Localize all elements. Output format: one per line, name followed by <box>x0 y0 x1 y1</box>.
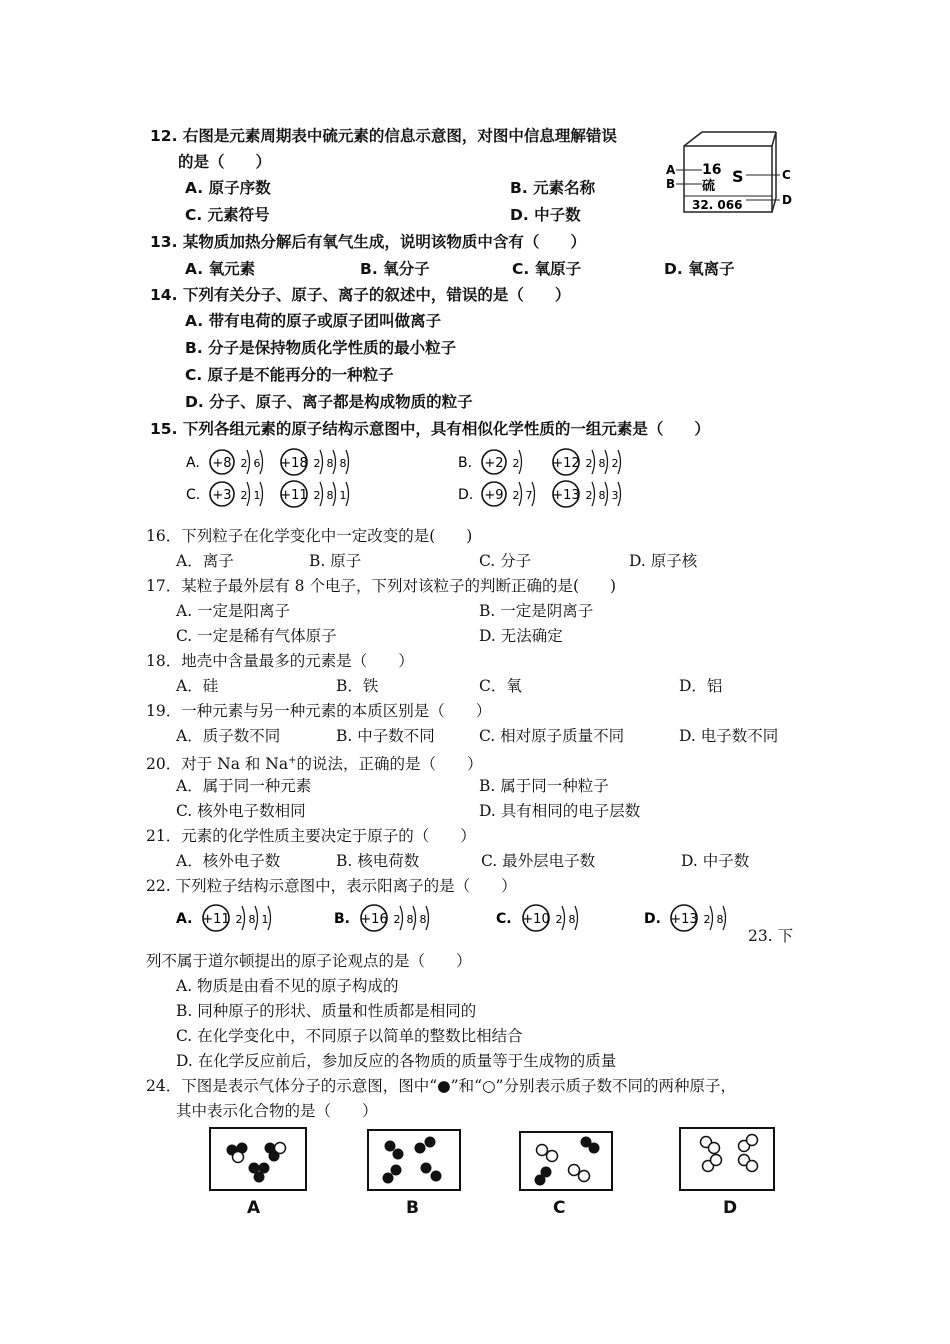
q22-ion <box>202 905 270 931</box>
q15-atom-nucleus-label: +13 <box>552 488 580 503</box>
q20-stem-pre: 20．对于 Na 和 Na <box>146 755 289 774</box>
q22-option-label: B. <box>334 911 350 927</box>
q21-option-a: A．核外电子数 <box>176 852 281 870</box>
q22-ion-shell-count: 8 <box>568 913 576 926</box>
q22-ion-shell-count: 1 <box>261 913 269 926</box>
q15-atom-nucleus-label: +12 <box>552 456 580 471</box>
q13-option-a: A. 氧元素 <box>185 260 256 278</box>
box-label-b: B <box>406 1198 419 1218</box>
q15-atom <box>280 481 348 507</box>
q12-option-d: D. 中子数 <box>510 206 581 224</box>
q17-option-b: B. 一定是阴离子 <box>479 602 594 620</box>
q22-ion <box>670 905 725 931</box>
q15-option-label: D. <box>458 487 474 503</box>
q18-option-c: C．氧 <box>479 677 522 695</box>
q20-option-c: C. 核外电子数相同 <box>176 802 306 820</box>
q15-atom-nucleus-label: +3 <box>212 488 232 503</box>
q16-option-d: D. 原子核 <box>629 552 698 570</box>
box-label-d: D <box>723 1198 738 1218</box>
q22-ion-diagrams <box>170 900 750 940</box>
q20-stem-post: 的说法，正确的是（ ） <box>296 755 483 774</box>
q15-atom-shell-count: 2 <box>611 457 619 470</box>
q16-option-a: A．离子 <box>176 552 234 570</box>
q24-stem-line1: 24．下图是表示气体分子的示意图，图中“●”和“○”分别表示质子数不同的两种原子， <box>146 1077 736 1095</box>
q15-atom-shell-count: 2 <box>240 457 248 470</box>
q22-stem: 22. 下列粒子结构示意图中，表示阳离子的是（ ） <box>146 877 517 895</box>
q20-option-d: D. 具有相同的电子层数 <box>479 802 641 820</box>
q15-stem: 15. 下列各组元素的原子结构示意图中，具有相似化学性质的一组元素是（ ） <box>150 420 710 438</box>
q15-atom <box>210 450 263 474</box>
q15-atom <box>482 482 535 506</box>
q20-option-b: B. 属于同一种粒子 <box>479 777 609 795</box>
q22-ion-nucleus-label: +13 <box>670 912 698 927</box>
q21-option-d: D. 中子数 <box>681 852 750 870</box>
q12-option-c: C. 元素符号 <box>185 206 270 224</box>
box-label-a: A <box>247 1198 261 1218</box>
q15-atom-shell-count: 2 <box>585 457 593 470</box>
q17-option-d: D. 无法确定 <box>479 627 563 645</box>
q18-stem: 18．地壳中含量最多的元素是（ ） <box>146 652 414 670</box>
q15-atom-shell-count: 3 <box>611 489 619 502</box>
q13-option-c: C. 氧原子 <box>512 260 582 278</box>
q19-stem: 19．一种元素与另一种元素的本质区别是（ ） <box>146 702 492 720</box>
q15-atom-shell-count: 2 <box>313 457 321 470</box>
q19-option-a: A．质子数不同 <box>176 727 281 745</box>
cell-label-a: A <box>666 163 676 177</box>
q22-ion-shell-count: 8 <box>248 913 256 926</box>
q12-option-b: B. 元素名称 <box>510 179 596 197</box>
q15-atom-nucleus-label: +8 <box>212 456 232 471</box>
q23-option-a: A. 物质是由看不见的原子构成的 <box>176 977 399 995</box>
q22-ion-shell-count: 8 <box>716 913 724 926</box>
q18-option-d: D．铝 <box>679 677 723 695</box>
q22-ion-nucleus-label: +11 <box>202 912 230 927</box>
q17-option-a: A. 一定是阳离子 <box>176 602 291 620</box>
q15-atom-shell-count: 2 <box>512 489 520 502</box>
q15-atom-shell-count: 7 <box>525 489 533 502</box>
q20-stem-superscript: + <box>288 755 297 766</box>
q20-stem <box>146 751 483 774</box>
q22-option-label: C. <box>496 911 512 927</box>
q15-atom-diagrams <box>180 446 650 518</box>
q15-atom-nucleus-label: +11 <box>280 488 308 503</box>
q15-atom-nucleus-label: +18 <box>280 456 308 471</box>
q18-option-b: B．铁 <box>336 677 379 695</box>
q15-option-label: B. <box>458 455 473 471</box>
box-c <box>520 1132 612 1190</box>
q15-atom-shell-count: 8 <box>326 457 334 470</box>
q22-option-label: A. <box>176 911 193 927</box>
q15-atom-shell-count: 2 <box>585 489 593 502</box>
q17-option-c: C. 一定是稀有气体原子 <box>176 627 337 645</box>
cell-atomic-mass: 32. 066 <box>692 198 743 212</box>
q22-option-label: D. <box>644 911 661 927</box>
q20-option-a: A．属于同一种元素 <box>176 777 312 795</box>
box-a <box>210 1128 306 1190</box>
box-b <box>368 1130 460 1190</box>
q15-atom <box>552 449 620 475</box>
q15-atom-shell-count: 8 <box>598 457 606 470</box>
q12-stem-line1: 12. 右图是元素周期表中硫元素的信息示意图，对图中信息理解错误 <box>150 127 617 145</box>
q16-option-b: B. 原子 <box>309 552 362 570</box>
q22-ion <box>522 905 577 931</box>
q23-stem: 列不属于道尔顿提出的原子论观点的是（ ） <box>146 952 472 970</box>
q12-stem-line2: 的是（ ） <box>178 153 272 171</box>
q15-atom <box>210 482 263 506</box>
cell-element-symbol: S <box>732 167 744 186</box>
q22-ion-nucleus-label: +10 <box>522 912 550 927</box>
q15-atom-shell-count: 1 <box>339 489 347 502</box>
cell-label-b: B <box>666 177 676 191</box>
box-d <box>680 1128 774 1190</box>
q14-stem: 14. 下列有关分子、原子、离子的叙述中，错误的是（ ） <box>150 286 571 304</box>
q14-option-d: D. 分子、原子、离子都是构成物质的粒子 <box>185 393 473 411</box>
q19-option-c: C. 相对原子质量不同 <box>479 727 625 745</box>
cell-label-d: D <box>782 193 792 207</box>
q15-atom-shell-count: 6 <box>253 457 261 470</box>
q21-option-b: B. 核电荷数 <box>336 852 420 870</box>
cell-atomic-number: 16 <box>702 162 722 178</box>
q18-option-a: A．硅 <box>176 677 219 695</box>
q15-atom-shell-count: 8 <box>326 489 334 502</box>
q14-option-c: C. 原子是不能再分的一种粒子 <box>185 366 394 384</box>
q22-ion-nucleus-label: +16 <box>360 912 388 927</box>
q24-molecule-boxes <box>208 1126 788 1200</box>
q13-stem: 13. 某物质加热分解后有氧气生成，说明该物质中含有（ ） <box>150 233 586 251</box>
q22-ion-shell-count: 8 <box>419 913 427 926</box>
q14-option-b: B. 分子是保持物质化学性质的最小粒子 <box>185 339 457 357</box>
q19-option-d: D. 电子数不同 <box>679 727 779 745</box>
q14-option-a: A. 带有电荷的原子或原子团叫做离子 <box>185 312 442 330</box>
q13-option-b: B. 氧分子 <box>360 260 430 278</box>
box-label-c: C <box>553 1198 566 1218</box>
q15-atom <box>280 449 348 475</box>
q15-atom-nucleus-label: +2 <box>484 456 504 471</box>
q13-option-d: D. 氧离子 <box>664 260 735 278</box>
q15-atom-shell-count: 8 <box>339 457 347 470</box>
q22-ion-shell-count: 2 <box>235 913 243 926</box>
sulfur-element-cell <box>664 128 794 222</box>
q12-option-a: A. 原子序数 <box>185 179 271 197</box>
q22-ion-shell-count: 8 <box>406 913 414 926</box>
q15-option-label: A. <box>186 455 200 471</box>
q23-option-d: D. 在化学反应前后，参加反应的各物质的质量等于生成物的质量 <box>176 1052 617 1070</box>
q22-ion-shell-count: 2 <box>703 913 711 926</box>
q15-atom-shell-count: 2 <box>512 457 520 470</box>
q16-stem: 16．下列粒子在化学变化中一定改变的是( ) <box>146 527 473 545</box>
q15-atom-nucleus-label: +9 <box>484 488 504 503</box>
q21-option-c: C. 最外层电子数 <box>481 852 596 870</box>
q15-atom-shell-count: 1 <box>253 489 261 502</box>
q16-option-c: C. 分子 <box>479 552 532 570</box>
q22-ion-shell-count: 2 <box>393 913 401 926</box>
q15-atom-shell-count: 8 <box>598 489 606 502</box>
q22-ion-shell-count: 2 <box>555 913 563 926</box>
q15-atom <box>552 481 620 507</box>
cell-element-name: 硫 <box>702 179 716 194</box>
q15-atom-shell-count: 2 <box>240 489 248 502</box>
q15-option-label: C. <box>186 487 201 503</box>
q22-ion <box>360 905 428 931</box>
q15-atom <box>482 450 522 474</box>
q21-stem: 21．元素的化学性质主要决定于原子的（ ） <box>146 827 476 845</box>
q23-option-b: B. 同种原子的形状、质量和性质都是相同的 <box>176 1002 477 1020</box>
q15-atom-shell-count: 2 <box>313 489 321 502</box>
q24-stem-line2: 其中表示化合物的是（ ） <box>176 1102 378 1120</box>
q23-number: 23. 下 <box>748 927 794 945</box>
q23-option-c: C. 在化学变化中，不同原子以简单的整数比相结合 <box>176 1027 523 1045</box>
q17-stem: 17．某粒子最外层有 8 个电子，下列对该粒子的判断正确的是( ) <box>146 577 617 595</box>
q19-option-b: B. 中子数不同 <box>336 727 435 745</box>
cell-label-c: C <box>782 168 791 182</box>
